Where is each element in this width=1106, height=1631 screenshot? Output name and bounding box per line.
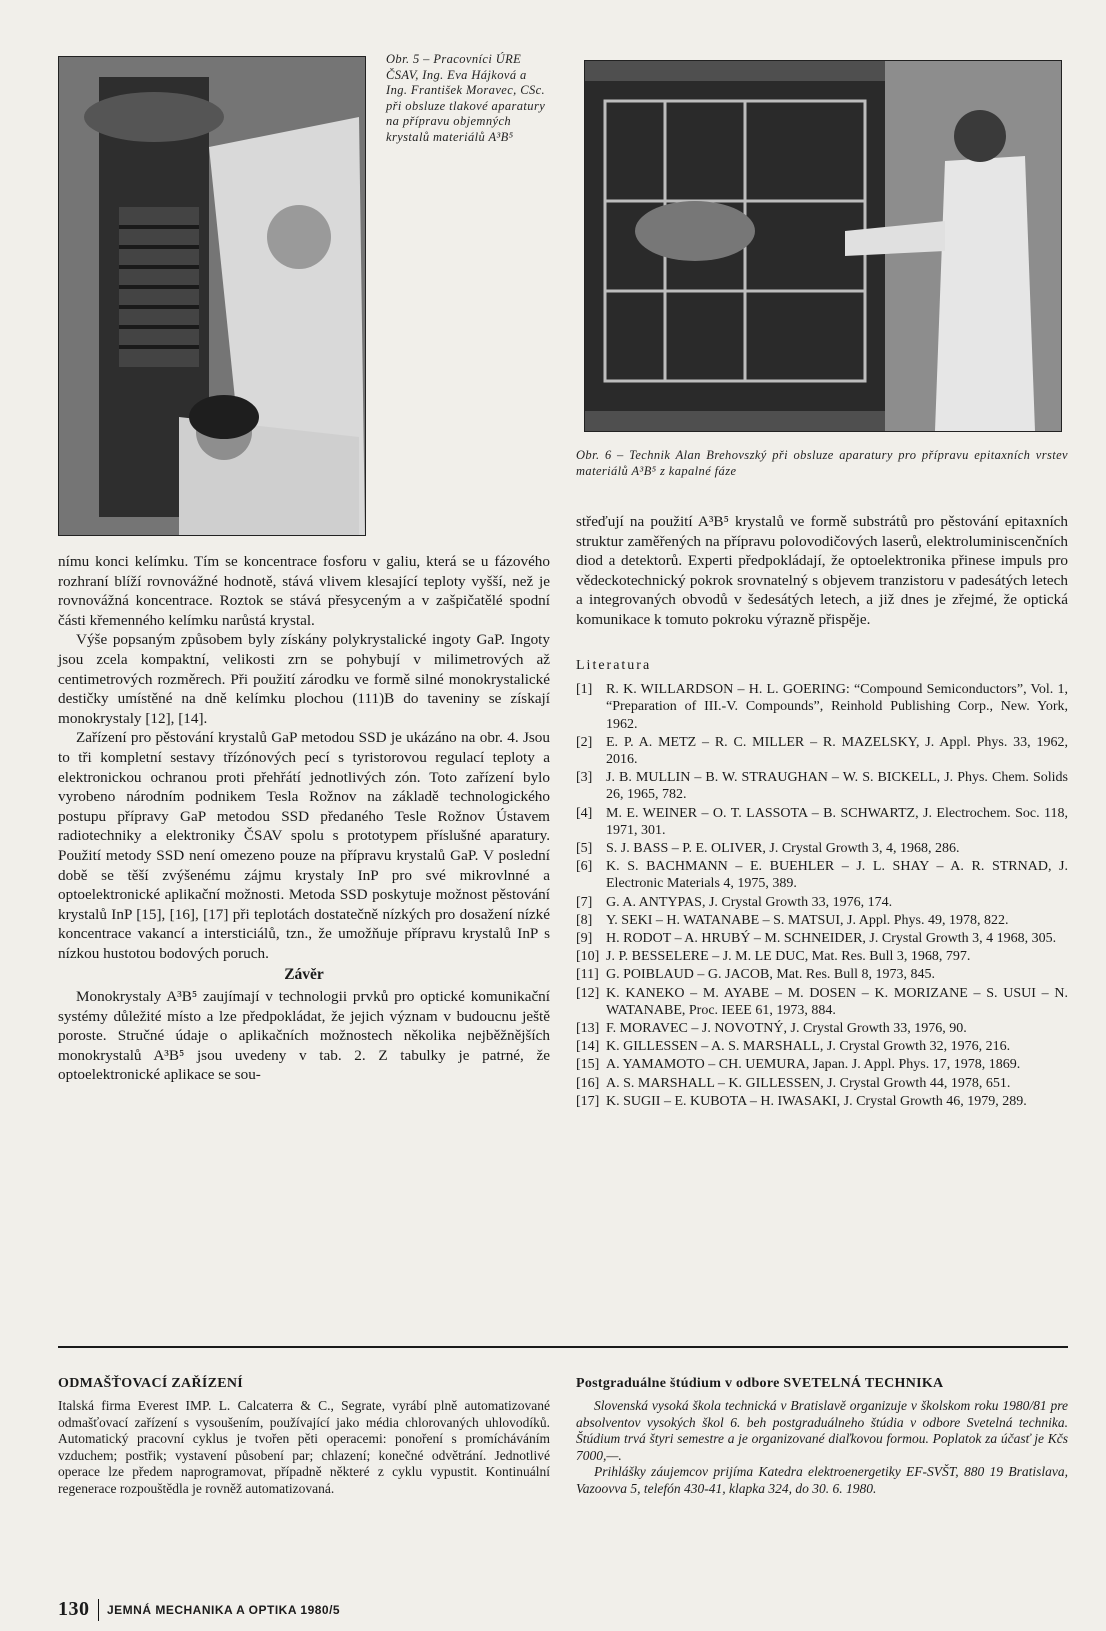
reference-number: [12] — [576, 985, 600, 1001]
reference-number: [5] — [576, 840, 593, 856]
figure-5-photo — [58, 56, 366, 536]
reference-text: G. A. ANTYPAS, J. Crystal Growth 33, 1976, 174. — [606, 894, 893, 910]
reference-text: K. S. BACHMANN – E. BUEHLER – J. L. SHAY – A. R. STRNAD, J. Electronic Materials 4, 1975, 389. — [606, 859, 1068, 892]
reference-number: [9] — [576, 931, 593, 946]
reference-text: K. KANEKO – M. AYABE – M. DOSEN – K. MORIZANE – S. USUI – N. WATANABE, Proc. IEEE 61, 1973, 884. — [606, 985, 1068, 1018]
reference-item — [576, 985, 1068, 1019]
reference-number: [6] — [576, 859, 593, 875]
reference-item — [576, 930, 1068, 947]
section-divider — [58, 1346, 1068, 1348]
reference-item — [576, 769, 1068, 803]
reference-item — [576, 1093, 1068, 1110]
reference-text: K. SUGII – E. KUBOTA – H. IWASAKI, J. Crystal Growth 46, 1979, 289. — [606, 1093, 1027, 1109]
reference-text: J. P. BESSELERE – J. M. LE DUC, Mat. Res. Bull 3, 1968, 797. — [606, 949, 971, 965]
left-column — [58, 552, 550, 1085]
reference-number: [1] — [576, 682, 593, 698]
reference-number: [13] — [576, 1021, 600, 1037]
reference-item — [576, 894, 1068, 911]
references-list — [576, 681, 1068, 1110]
reference-number: [17] — [576, 1093, 600, 1109]
news-title: Postgraduálne štúdium v odbore SVETELNÁ TECHNIKA — [576, 1376, 944, 1391]
reference-item — [576, 1020, 1068, 1037]
paragraph: Výše popsaným způsobem byly získány polykrystalické ingoty GaP. Ingoty jsou zcela kompaktní, velikosti zrn se pohybují v milimetrových až centimetrových rozměrech. Při použití zárodku ve formě silné monokrystalické destičky umístěné na dně kelímku plochou (111)B do taveniny se získají monokrystaly [12], [14]. — [58, 631, 550, 727]
paragraph: střeďují na použití A³B⁵ krystalů ve formě substrátů pro pěstování epitaxních struktur zaměřených na přípravu polovodičových laserů, elektroluminiscenčních diod a detektorů. Experti předpokládají, že optoelektronika přinese impuls pro vědeckotechnický pokrok srovnatelný s objevem tranzistoru v padesátých letech a integrovaných obvodů v šedesátých letech, a již dnes je zřejmé, že optická komunikace k tomuto pokroku výrazně přispěje. — [576, 513, 1068, 628]
reference-number: [11] — [576, 967, 599, 983]
news-item-degreasing — [58, 1376, 550, 1498]
reference-number: [15] — [576, 1057, 600, 1073]
reference-text: F. MORAVEC – J. NOVOTNÝ, J. Crystal Growth 33, 1976, 90. — [606, 1021, 967, 1037]
page-footer — [58, 1598, 340, 1621]
news-title: ODMAŠŤOVACÍ ZAŘÍZENÍ — [58, 1376, 244, 1391]
reference-item — [576, 805, 1068, 839]
right-column — [576, 512, 1068, 1111]
reference-item — [576, 1038, 1068, 1055]
reference-item — [576, 966, 1068, 983]
epitaxy-apparatus-image — [585, 61, 1061, 431]
reference-item — [576, 1075, 1068, 1092]
reference-item — [576, 912, 1068, 929]
paragraph: Zařízení pro pěstování krystalů GaP metodou SSD je ukázáno na obr. 4. Jsou to tři kompletní sestavy třízónových pecí s tyristorovou regulací teploty a elektronickou ochranou proti přehřátí jednotlivých zón. Toto zařízení bylo vyrobeno národním podnikem Tesla Rožnov na základě technologického postupu přípravy GaP metodou SSD předaného Tesle Rožnov Ústavem radiotechniky a elektroniky ČSAV spolu s prototypem příslušné aparatury. Použití metody SSD není omezeno pouze na přípravu krystalů GaP. V poslední době se těší zvýšenému zájmu krystaly InP pro své mikrovlnné a optoelektronické aplikační možnosti. Metoda SSD poskytuje možnost pěstování krystalů InP [15], [16], [17] při teplotách dostatečně nízkých pro dosažení nízké koncentrace vakancí a intersticiálů, tzn., že umožňuje přípravu krystalů InP s nízkou hustotou bodových poruch. — [58, 729, 550, 962]
page-number: 130 — [58, 1598, 90, 1620]
reference-number: [14] — [576, 1039, 600, 1055]
reference-item — [576, 681, 1068, 733]
reference-number: [3] — [576, 770, 593, 786]
reference-text: A. YAMAMOTO – CH. UEMURA, Japan. J. Appl. Phys. 17, 1978, 1869. — [606, 1057, 1021, 1073]
reference-item — [576, 948, 1068, 965]
reference-text: K. GILLESSEN – A. S. MARSHALL, J. Crystal Growth 32, 1976, 216. — [606, 1039, 1011, 1055]
reference-text: M. E. WEINER – O. T. LASSOTA – B. SCHWARTZ, J. Electrochem. Soc. 118, 1971, 301. — [606, 805, 1068, 838]
reference-item — [576, 1056, 1068, 1073]
reference-text: J. B. MULLIN – B. W. STRAUGHAN – W. S. BICKELL, J. Phys. Chem. Solids 26, 1965, 782. — [606, 770, 1068, 803]
news-text: Slovenská vysoká škola technická v Bratislavě organizuje v školskom roku 1980/81 pre absolventov vysokých škol 6. beh postgraduálneho štúdia v odbore Svetelná technika. Štúdium trvá štyri semestre a je organizované diaľkovou formou. Poplatok za účasť je Kčs 7000,—. — [576, 1398, 1068, 1463]
reference-item — [576, 734, 1068, 768]
reference-number: [10] — [576, 949, 600, 965]
reference-text: Y. SEKI – H. WATANABE – S. MATSUI, J. Appl. Phys. 49, 1978, 822. — [606, 912, 1009, 928]
figure-5-caption: Obr. 5 – Pracovníci ÚRE ČSAV, Ing. Eva Hájková a Ing. František Moravec, CSc. při obsluze tlakové aparatury na přípravu objemných krystalů materiálů A³B⁵ — [386, 52, 546, 144]
paragraph: nímu konci kelímku. Tím se koncentrace fosforu v galiu, která se u fázového rozhraní blíží rovnovážné hodnotě, stává vlivem klesající teploty vyšší, než je rovnovážná koncentrace. Roztok se stává přesyceným a v zašpičatělé spodní části křemenného kelímku narůstá krystal. — [58, 553, 550, 629]
figure-6-photo — [584, 60, 1062, 432]
section-heading: Závěr — [284, 966, 324, 984]
reference-number: [2] — [576, 734, 593, 750]
figure-6-caption: Obr. 6 – Technik Alan Brehovszký při obsluze aparatury pro přípravu epitaxních vrstev materiálů A³B⁵ z kapalné fáze — [576, 448, 1068, 478]
reference-text: G. POIBLAUD – G. JACOB, Mat. Res. Bull 8, 1973, 845. — [606, 967, 936, 983]
reference-text: E. P. A. METZ – R. C. MILLER – R. MAZELSKY, J. Appl. Phys. 33, 1962, 2016. — [606, 734, 1068, 767]
reference-text: H. RODOT – A. HRUBÝ – M. SCHNEIDER, J. Crystal Growth 3, 4 1968, 305. — [606, 931, 1057, 946]
reference-number: [16] — [576, 1075, 600, 1091]
reference-text: R. K. WILLARDSON – H. L. GOERING: “Compound Semiconductors”, Vol. 1, “Preparation of III.-V. Compounds”, Reinhold Publishing Corp., New. York, 1962. — [606, 682, 1068, 732]
reference-text: A. S. MARSHALL – K. GILLESSEN, J. Crystal Growth 44, 1978, 651. — [606, 1075, 1011, 1091]
news-text: Italská firma Everest IMP. L. Calcaterra & C., Segrate, vyrábí plně automatizované odmašťovací zařízení s vysoušením, používající jako média chlorovaných uhlovodíků. Automatický pracovní cyklus je tvořen pěti operacemi: ponoření s promícháváním vzduchem; postřik; vystavení působení par; chlazení; konečné odvětrání. Jednotlivé operace lze předem naprogramovat, případně některé z cyklu vypustit. Kontinuální regenerace rozpouštědla je rovněž automatizovaná. — [58, 1398, 550, 1496]
lab-apparatus-image — [59, 57, 365, 535]
news-text: Prihlášky záujemcov prijíma Katedra elektroenergetiky EF-SVŠT, 880 19 Bratislava, Vazoovva 5, telefón 430-41, klapka 324, do 30. 6. 1980. — [576, 1464, 1068, 1496]
reference-number: [7] — [576, 894, 593, 910]
references-heading: Literatura — [576, 657, 652, 673]
reference-item — [576, 858, 1068, 892]
news-item-postgraduate — [576, 1376, 1068, 1498]
journal-name: JEMNÁ MECHANIKA A OPTIKA 1980/5 — [107, 1602, 341, 1617]
reference-number: [4] — [576, 805, 593, 821]
paragraph: Monokrystaly A³B⁵ zaujímají v technologii prvků pro optické komunikační systémy důležité místo a lze předpokládat, že jejich význam v budoucnu ještě poroste. Stručné údaje o aplikačních možnostech několika nejběžnějších monokrystalů A³B⁵ jsou uvedeny v tab. 2. Z tabulky je patrné, že optoelektronické aplikace se sou- — [58, 988, 550, 1084]
reference-text: S. J. BASS – P. E. OLIVER, J. Crystal Growth 3, 4, 1968, 286. — [606, 840, 960, 856]
reference-item — [576, 840, 1068, 857]
reference-number: [8] — [576, 912, 593, 928]
footer-divider — [98, 1599, 100, 1621]
